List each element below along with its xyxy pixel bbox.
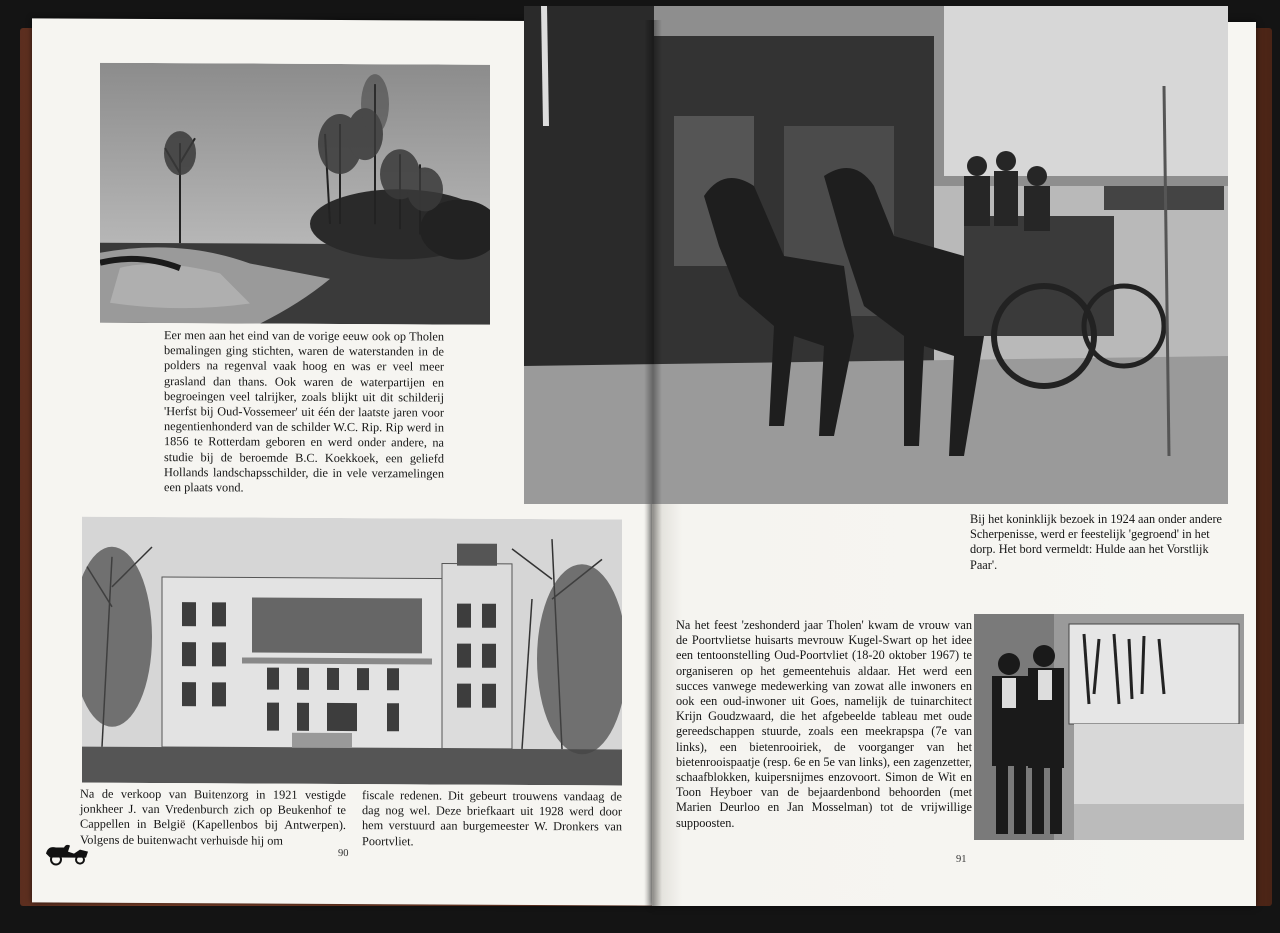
page-number-right: 91 bbox=[956, 854, 967, 865]
estate-caption-col1: Na de verkoop van Buitenzorg in 1921 vestigde jonkheer J. van Vredenburch zich op Beukenhof te Cappellen in België (Kapellenbos bij Antwerpen). Volgens de buitenwacht verhuisde hij om bbox=[80, 786, 346, 848]
photo-beukenhof-estate bbox=[82, 517, 622, 786]
page-number-left: 90 bbox=[338, 847, 349, 860]
royal-visit-caption: Bij het koninklijk bezoek in 1924 aan onder andere Scherpenisse, werd er feestelijk 'gegroend' in het dorp. Het bord vermeldt: Hulde aan het Vorstlijk Paar'. bbox=[970, 512, 1223, 572]
horse-carriage-icon bbox=[44, 839, 92, 865]
photo-exhibition-tools bbox=[974, 614, 1244, 840]
painting-caption: Eer men aan het eind van de vorige eeuw ook op Tholen bemalingen ging stichten, waren de waterstanden in de polders na regenval vaak hoog en was er veel meer grasland dan thans. Ook waren de waterpartijen en begroeingen veel talrijker, zoals blijkt uit dit schilderij 'Herfst bij Oud-Vossemeer' uit één der laatste jaren voor negentienhonderd van de schilder W.C. Rip. Rip werd in 1856 te Rotterdam geboren en werd onder andere, na studie bij de beroemde B.C. Koekkoek, een geliefd Hollands landschapsschilder, die in vele verzamelingen een plaats vond. bbox=[164, 328, 444, 495]
estate-caption-col2: fiscale redenen. Dit gebeurt trouwens vandaag de dag nog wel. Deze briefkaart uit 1928 werd door hem verstuurd aan burgemeester W. Dronkers van Poortvliet. bbox=[362, 788, 622, 848]
photo-royal-visit-horses bbox=[524, 6, 1228, 504]
book-gutter bbox=[644, 20, 662, 906]
painting-herfst-bij-oud-vossemeer bbox=[100, 63, 490, 325]
right-page bbox=[652, 22, 1256, 906]
exhibition-body-text: Na het feest 'zeshonderd jaar Tholen' kwam de vrouw van de Poortvlietse huisarts mevrouw Kugel-Swart op het idee een tentoonstelling Oud-Poortvliet (18-20 oktober 1967) te organiseren op het gemeentehuis aldaar. Het werd een succes vanwege medewerking van zowat alle inwoners en ook een oud-inwoner uit Goes, namelijk de tuinarchitect Krijn Goudzwaard, die het afgebeelde tableau met oude gereedschappen stuurde, zoals een meekrapspa (7e van links), een bietenrooiriek, de voorganger van het bietenrooispaatje (resp. 6e en 5e van links), een zagenzetter, schaafblokken, kuipersnijmes enzovoort. Simon de Wit en Toon Heyboer van de bejaardenbond behoorden (met Marien Deurloo en Jan Mosselman) tot de vrijwillige suppoosten. bbox=[676, 618, 972, 830]
